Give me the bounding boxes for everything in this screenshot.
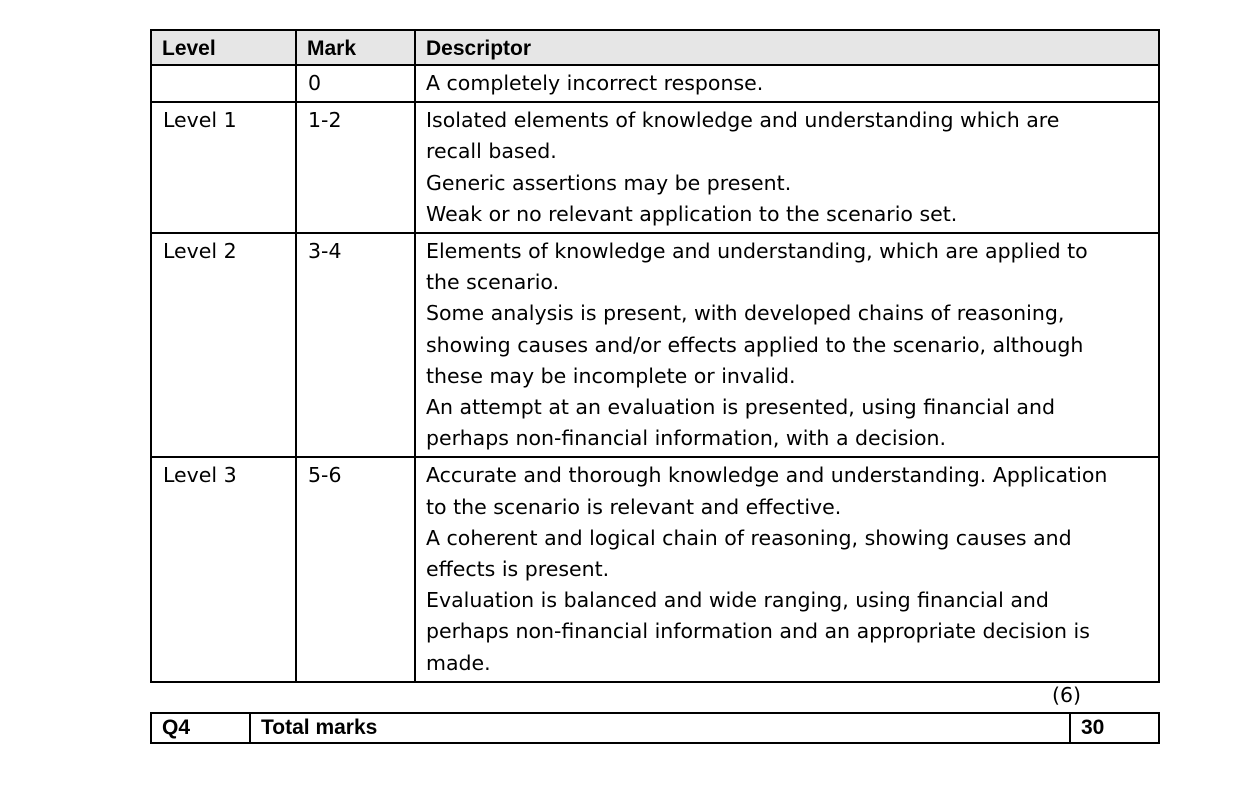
header-mark: Mark <box>296 30 415 65</box>
total-row <box>151 713 1159 743</box>
descriptor-line: Evaluation is balanced and wide ranging, using financial and <box>426 588 1049 613</box>
descriptor-line: Generic assertions may be present. <box>426 170 792 195</box>
descriptor-line: Weak or no relevant application to the scenario set. <box>426 201 958 226</box>
mark-cell: 5-6 <box>296 457 415 681</box>
question-number: Q4 <box>151 713 250 743</box>
question-marks: (6) <box>1052 683 1082 707</box>
levels-table <box>150 29 1160 683</box>
table-row <box>151 457 1159 681</box>
level-cell: Level 3 <box>151 457 296 681</box>
descriptor-line: the scenario. <box>426 270 560 295</box>
mark-cell: 0 <box>296 65 415 102</box>
header-descriptor: Descriptor <box>415 30 1159 65</box>
descriptor-line: perhaps non-financial information, with a decision. <box>426 426 947 451</box>
descriptor-line: Some analysis is present, with developed chains of reasoning, <box>426 301 1065 326</box>
descriptor-line: perhaps non-financial information and an appropriate decision is <box>426 619 1090 644</box>
descriptor-line: recall based. <box>426 139 557 164</box>
table-header-row <box>151 30 1159 65</box>
mark-cell: 3-4 <box>296 233 415 457</box>
descriptor-cell <box>415 102 1159 233</box>
descriptor-line: Accurate and thorough knowledge and understanding. Application <box>426 463 1108 488</box>
table-row <box>151 102 1159 233</box>
descriptor-cell <box>415 233 1159 457</box>
header-level: Level <box>151 30 296 65</box>
total-marks-table <box>150 712 1160 744</box>
descriptor-line: Elements of knowledge and understanding, which are applied to <box>426 239 1088 264</box>
mark-cell: 1-2 <box>296 102 415 233</box>
level-cell <box>151 65 296 102</box>
total-label: Total marks <box>250 713 1070 743</box>
total-value: 30 <box>1070 713 1159 743</box>
descriptor-line: Isolated elements of knowledge and understanding which are <box>426 108 1060 133</box>
descriptor-line: showing causes and/or effects applied to the scenario, although <box>426 332 1084 357</box>
descriptor-line: An attempt at an evaluation is presented, using financial and <box>426 395 1055 420</box>
table-row <box>151 65 1159 102</box>
descriptor-line: to the scenario is relevant and effective. <box>426 494 842 519</box>
descriptor-line: made. <box>426 650 491 675</box>
descriptor-line: A coherent and logical chain of reasoning, showing causes and <box>426 525 1072 550</box>
descriptor-line: effects is present. <box>426 557 610 582</box>
descriptor-cell <box>415 457 1159 681</box>
level-cell: Level 2 <box>151 233 296 457</box>
descriptor-cell <box>415 65 1159 102</box>
descriptor-line: A completely incorrect response. <box>426 71 764 95</box>
level-cell: Level 1 <box>151 102 296 233</box>
descriptor-line: these may be incomplete or invalid. <box>426 363 796 388</box>
table-row <box>151 233 1159 457</box>
